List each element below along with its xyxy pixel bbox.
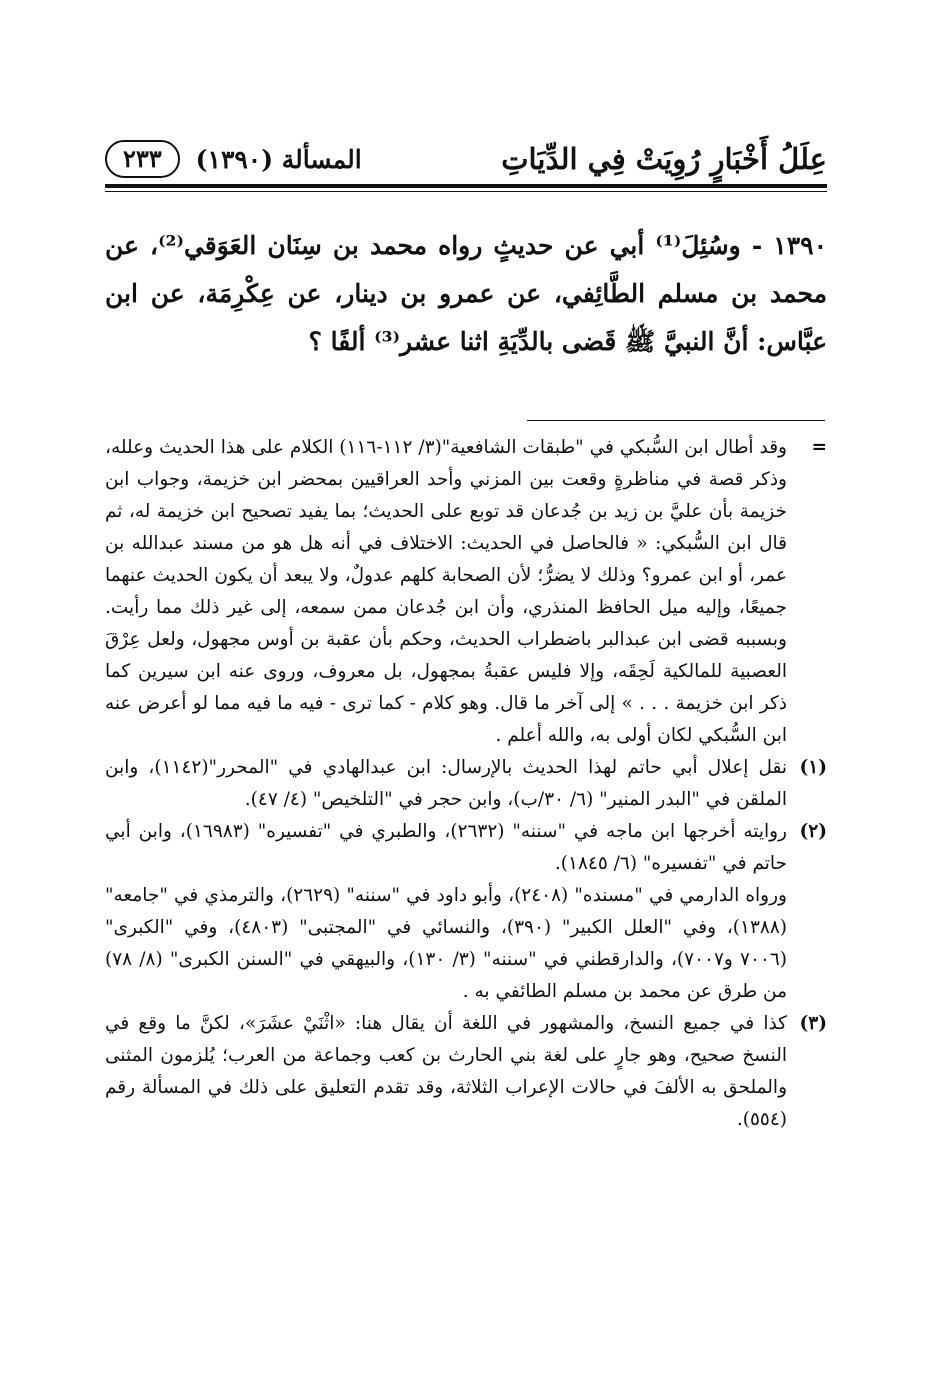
footnotes bbox=[105, 432, 827, 1136]
footnote-separator bbox=[527, 420, 825, 421]
running-title: عِلَلُ أَخْبَارٍ رُوِيَتْ فِي الدِّيَاتِ bbox=[501, 142, 827, 176]
footnote-paragraph: كذا في جميع النسخ، والمشهور في اللغة أن يقال هنا: «اثْنَيْ عشَرَ»، لكنَّ ما وقع في النسخ صحيح، وهو جارٍ على لغة بني الحارث بن كعب وجماعة من العرب؛ يُلزمون المثنى والملحق به الألفَ في حالات الإعراب الثلاثة، وقد تقدم التعليق على ذلك في المسألة رقم (٥٥٤). bbox=[105, 1013, 787, 1130]
footnote-text bbox=[105, 752, 787, 816]
header-rule-thin bbox=[105, 191, 827, 192]
main-text bbox=[105, 222, 827, 366]
footnote-paragraph: ورواه الدارمي في "مسنده" (٢٤٠٨)، وأبو داود في "سننه" (٢٦٢٩)، والترمذي في "جامعه" (١٣٨٨)، وفي "العلل الكبير" (٣٩٠)، والنسائي في "المجتبى" (٤٨٠٣)، وفي "الكبرى" (٧٠٠٦ و٧٠٠٧)، والدارقطني في "سننه" (٣/ ١٣٠)، والبيهقي في "السنن الكبرى" (٨/ ٧٨) من طرق عن محمد بن مسلم الطائفي به . bbox=[105, 885, 787, 1002]
footnote-paragraph: نقل إعلال أبي حاتم لهذا الحديث بالإرسال: ابن عبدالهادي في "المحرر"(١١٤٢)، وابن الملقن في "البدر المنير" (٦/ ٣٠/ب)، وابن حجر في "التلخيص" (٤/ ٤٧). bbox=[105, 757, 787, 810]
footnote-text bbox=[105, 432, 787, 752]
issue-label: المسألة (١٣٩٠) bbox=[195, 144, 362, 174]
main-paragraph: ١٣٩٠ - وسُئِلَ⁽¹⁾ أبي عن حديثٍ رواه محمد بن سِنَان العَوَقي⁽²⁾، عن محمد بن مسلم الطَّائِفي، عن عمرو بن دينار، عن عِكْرِمَة، عن ابن عبَّاس: أنَّ النبيَّ ﷺ قَضى بالدِّيَةِ اثنا عشر⁽³⁾ ألفًا ؟ bbox=[105, 231, 828, 356]
footnote-marker: (٢) bbox=[799, 821, 827, 842]
footnote-marker: = bbox=[811, 437, 827, 458]
footnote-1 bbox=[105, 752, 827, 816]
footnote-marker: (١) bbox=[799, 757, 827, 778]
footnote-paragraph: وقد أطال ابن السُّبكي في "طبقات الشافعية"(٣/ ١١٢-١١٦) الكلام على هذا الحديث وعلله، وذكر قصة في مناظرةٍ وقعت بين المزني وأحد العراقيين بمحضر ابن خزيمة، وجواب ابن خزيمة بأن عليَّ بن زيد بن جُدعان قد توبع على الحديث؛ بما يفيد تصحيح ابن خزيمة له، ثم قال ابن السُّبكي: « فالحاصل في الحديث: الاختلاف في أنه هل هو من مسند عبدالله بن عمر، أو ابن عمرو؟ وذلك لا يضرُّ؛ لأن الصحابة كلهم عدولٌ، ولا يبعد أن يكون الحديث عنهما جميعًا، وإليه ميل الحافظ المنذري، وأن ابن جُدعان ممن سمعه، إلى غير ذلك مما رأيت. وبسببه قضى ابن عبدالبر باضطراب الحديث، وحكم بأن عقبة بن أوس مجهول، ولعل عِرْقَ العصبية للمالكية لَحِقَه، وإلا فليس عقبةُ بمجهول، بل معروف، وروى عنه ابن سيرين كما ذكر ابن خزيمة . . . » إلى آخر ما قال. وهو كلام - كما ترى - فيه ما فيه مما لو أعرض عنه ابن السُّبكي لكان أولى به، والله أعلم . bbox=[105, 437, 787, 746]
footnote-text bbox=[105, 1008, 787, 1136]
footnote-text bbox=[105, 816, 787, 1008]
footnote-3 bbox=[105, 1008, 827, 1136]
footnote-paragraph: روايته أخرجها ابن ماجه في "سننه" (٢٦٣٢)، والطبري في "تفسيره" (١٦٩٨٣)، وابن أبي حاتم في "تفسيره" (٦/ ١٨٤٥). bbox=[105, 821, 787, 874]
footnote-continued bbox=[105, 432, 827, 752]
page-header bbox=[105, 138, 827, 180]
page-number: ٢٣٣ bbox=[105, 140, 180, 178]
header-rule-thick bbox=[105, 184, 827, 188]
header-left bbox=[105, 140, 362, 178]
footnote-2 bbox=[105, 816, 827, 1008]
footnote-marker: (٣) bbox=[799, 1013, 827, 1034]
